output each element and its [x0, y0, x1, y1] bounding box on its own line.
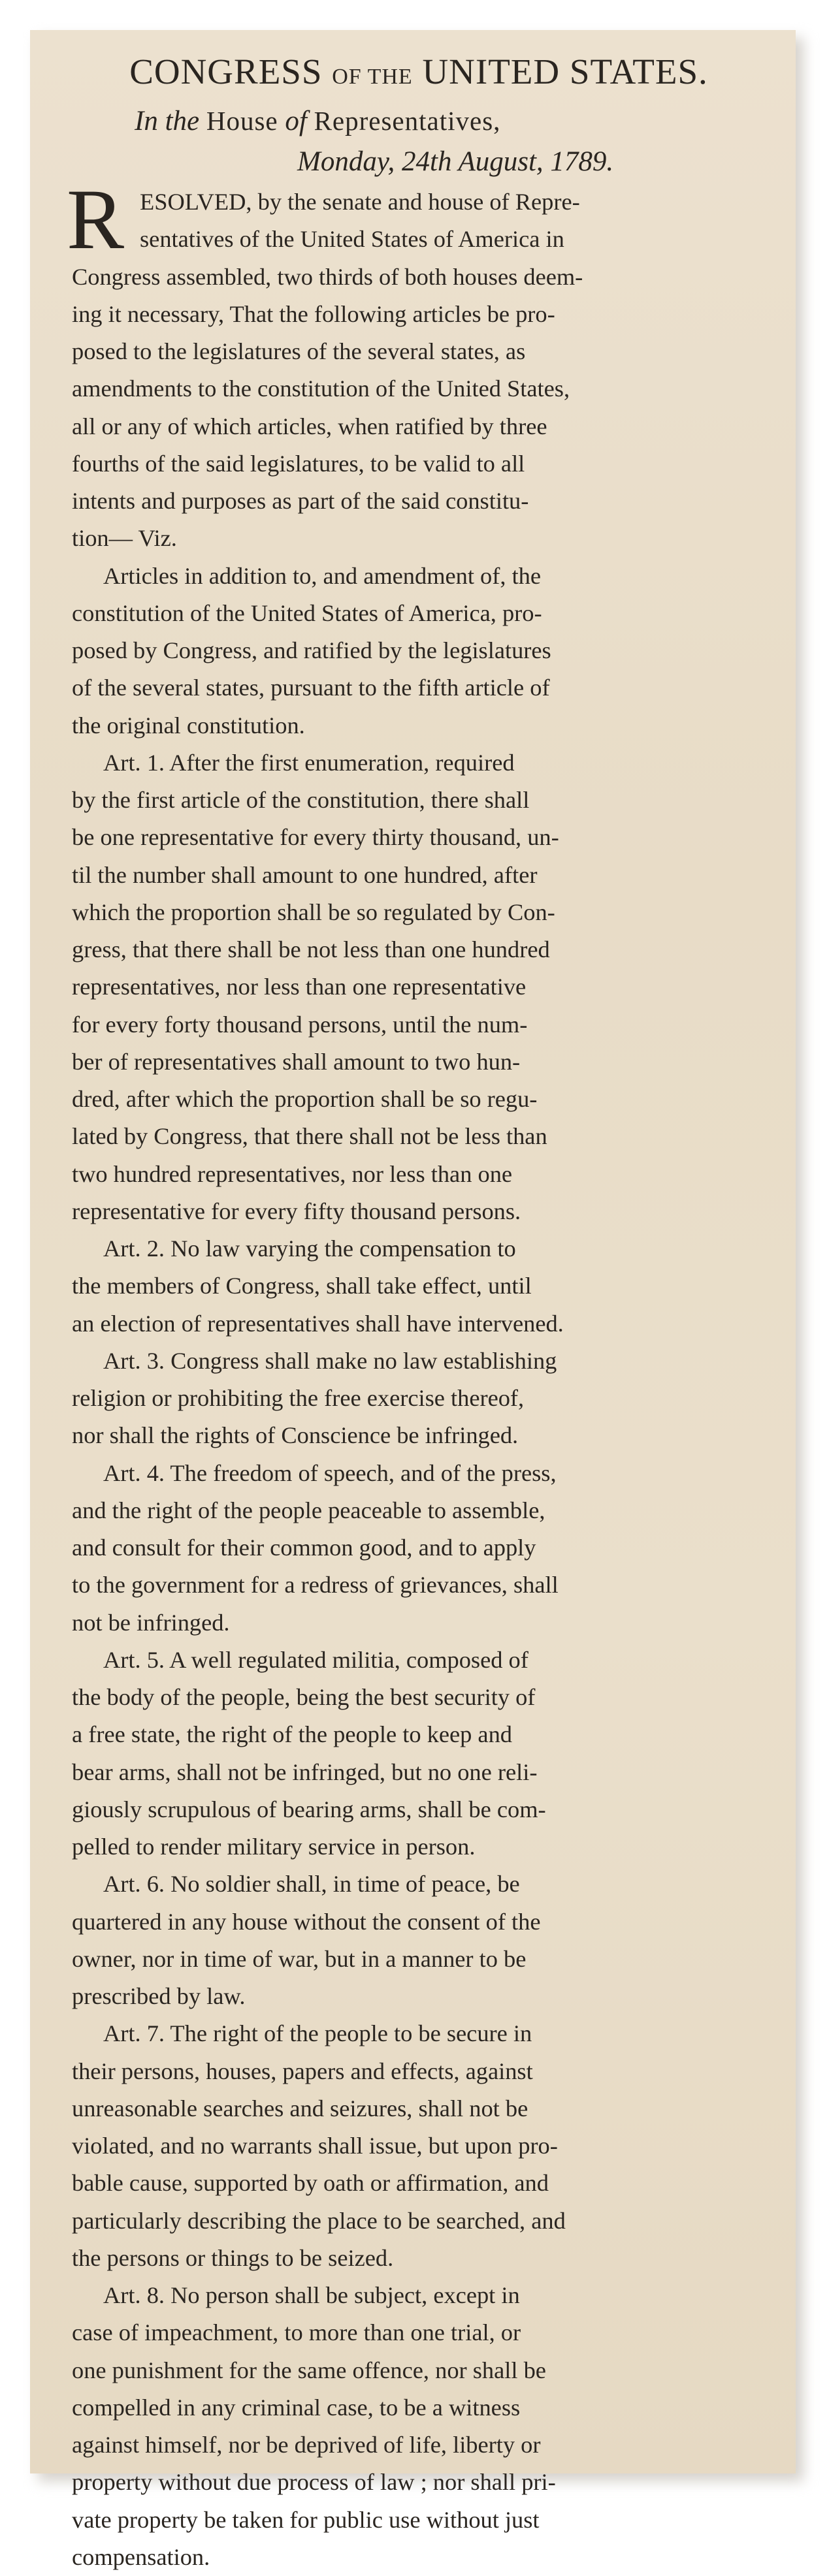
- text-line: ing it necessary, That the following articles be pro-: [72, 300, 555, 327]
- text-line: til the number shall amount to one hundred, after: [72, 861, 538, 888]
- text-line: Art. 2. No law varying the compensation to: [103, 1235, 516, 1262]
- text-line: intents and purposes as part of the said constitu-: [72, 488, 529, 514]
- text-line: and the right of the people peaceable to assemble,: [72, 1497, 545, 1523]
- document-body: [67, 171, 766, 2576]
- text-line: giously scrupulous of bearing arms, shall be com-: [72, 1796, 546, 1822]
- text-line: Art. 6. No soldier shall, in time of peace, be: [103, 1871, 520, 1898]
- text-line: to the government for a redress of grievances, shall: [72, 1572, 559, 1598]
- text-line: representatives, nor less than one representative: [72, 974, 527, 1000]
- article-3: [72, 1343, 766, 1455]
- article-4: [72, 1455, 766, 1642]
- article-1: [72, 744, 766, 1230]
- text-line: gress, that there shall be not less than one hundred: [72, 936, 550, 962]
- resolution-lines: [72, 183, 766, 558]
- article-6: [72, 1866, 766, 2015]
- text-line: representative for every fifty thousand persons.: [72, 1198, 521, 1224]
- text-line: lated by Congress, that there shall not be less than: [72, 1123, 547, 1150]
- text-line: compensation.: [72, 2543, 210, 2570]
- text-line: ber of representatives shall amount to two hun-: [72, 1048, 521, 1075]
- text-line: be one representative for every thirty thousand, un-: [72, 824, 559, 851]
- text-line: pelled to render military service in person.: [72, 1834, 476, 1860]
- text-line: vate property be taken for public use without just: [72, 2506, 540, 2533]
- masthead-united-states: UNITED STATES.: [422, 52, 708, 91]
- text-line: religion or prohibiting the free exercise thereof,: [72, 1385, 525, 1411]
- text-line: Articles in addition to, and amendment of, the: [103, 562, 542, 589]
- text-line: the members of Congress, shall take effect, until: [72, 1273, 532, 1299]
- text-line: violated, and no warrants shall issue, but upon pro-: [72, 2133, 558, 2159]
- text-line: property without due process of law ; nor shall pri-: [72, 2469, 556, 2496]
- text-line: against himself, nor be deprived of life, liberty or: [72, 2432, 541, 2458]
- text-line: unreasonable searches and seizures, shall not be: [72, 2095, 528, 2122]
- date-line: Monday, 24th August, 1789.: [297, 146, 614, 177]
- masthead: [72, 48, 766, 101]
- text-line: case of impeachment, to more than one trial, or: [72, 2319, 521, 2346]
- article-2: [72, 1230, 766, 1343]
- text-line: the persons or things to be seized.: [72, 2244, 394, 2271]
- drop-cap: R: [67, 171, 125, 267]
- text-line: owner, nor in time of war, but in a manner to be: [72, 1945, 527, 1972]
- text-line: fourths of the said legislatures, to be valid to all: [72, 450, 525, 477]
- text-line: their persons, houses, papers and effects, against: [72, 2058, 533, 2084]
- text-line: sentatives of the United States of America in: [140, 226, 564, 253]
- text-line: amendments to the constitution of the United States,: [72, 375, 570, 402]
- text-line: posed by Congress, and ratified by the legislatures: [72, 637, 551, 663]
- text-line: compelled in any criminal case, to be a witness: [72, 2394, 521, 2421]
- text-line: particularly describing the place to be searched, and: [72, 2207, 566, 2234]
- newspaper-page: [30, 30, 796, 2570]
- preamble-paragraph: [72, 558, 766, 744]
- text-line: posed to the legislatures of the several states, as: [72, 338, 526, 364]
- text-line: not be infringed.: [72, 1609, 230, 1636]
- text-line: Art. 3. Congress shall make no law establishing: [103, 1347, 557, 1374]
- text-line: of the several states, pursuant to the fifth article of: [72, 675, 550, 701]
- text-line: bable cause, supported by oath or affirmation, and: [72, 2170, 549, 2197]
- text-line: Art. 5. A well regulated militia, composed of: [103, 1646, 528, 1673]
- resolution-paragraph: [67, 171, 766, 558]
- text-line: the body of the people, being the best security of: [72, 1684, 536, 1710]
- text-line: and consult for their common good, and to apply: [72, 1534, 536, 1561]
- text-line: for every forty thousand persons, until the num-: [72, 1011, 528, 1038]
- articles-list: [72, 744, 766, 2576]
- representatives-word: Representatives,: [314, 106, 501, 136]
- text-line: Congress assembled, two thirds of both houses deem-: [72, 263, 583, 290]
- article-7: [72, 2015, 766, 2277]
- text-line: Art. 8. No person shall be subject, except in: [103, 2282, 520, 2308]
- text-line: tion— Viz.: [72, 525, 177, 552]
- text-line: Art. 4. The freedom of speech, and of the press,: [103, 1459, 557, 1486]
- text-line: which the proportion shall be so regulated by Con-: [72, 898, 555, 925]
- text-line: two hundred representatives, nor less than one: [72, 1160, 513, 1187]
- masthead-congress: CONGRESS: [129, 52, 323, 91]
- text-line: quartered in any house without the consent of the: [72, 1908, 541, 1935]
- text-line: Art. 1. After the first enumeration, required: [103, 749, 515, 776]
- text-line: all or any of which articles, when ratified by three: [72, 413, 547, 439]
- text-line: one punishment for the same offence, nor shall be: [72, 2357, 546, 2383]
- text-line: nor shall the rights of Conscience be infringed.: [72, 1422, 519, 1449]
- article-5: [72, 1642, 766, 1866]
- house-heading: [72, 101, 766, 142]
- text-line: an election of representatives shall have intervened.: [72, 1310, 564, 1337]
- house-intro: In the: [135, 106, 200, 136]
- article-8: [72, 2277, 766, 2576]
- house-of: of: [285, 106, 307, 136]
- text-line: ESOLVED, by the senate and house of Repre-: [140, 189, 580, 215]
- text-line: prescribed by law.: [72, 1983, 246, 2009]
- text-line: dred, after which the proportion shall be so regu-: [72, 1086, 538, 1112]
- masthead-of-the: OF THE: [332, 65, 413, 89]
- text-line: bear arms, shall not be infringed, but no one reli-: [72, 1758, 538, 1785]
- text-line: a free state, the right of the people to keep and: [72, 1721, 512, 1748]
- text-line: Art. 7. The right of the people to be secure in: [103, 2020, 532, 2047]
- text-line: by the first article of the constitution, there shall: [72, 787, 530, 813]
- house-word: House: [206, 106, 278, 136]
- text-line: constitution of the United States of America, pro-: [72, 599, 542, 626]
- text-line: the original constitution.: [72, 712, 305, 739]
